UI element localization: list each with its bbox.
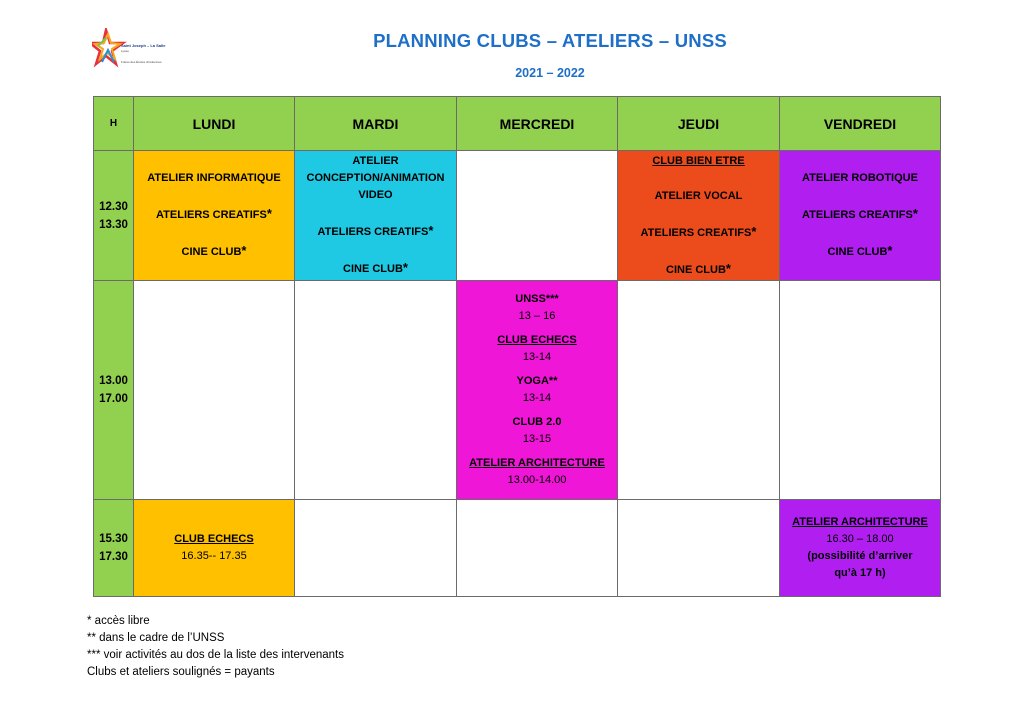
- time-start: 13.00: [99, 375, 128, 387]
- activity-note: (possibilité d’arriver: [807, 550, 913, 562]
- note-unss: ** dans le cadre de l’UNSS: [87, 632, 225, 644]
- time-slot-midday: [94, 151, 134, 281]
- activity-name: ATELIER INFORMATIQUE: [147, 172, 281, 184]
- cell-mercredi-afternoon: [457, 281, 618, 500]
- note-paid: Clubs et ateliers soulignés = payants: [87, 666, 275, 678]
- activity-hours: 13 – 16: [518, 310, 556, 322]
- cell-mercredi-midday: [457, 151, 618, 281]
- cell-lundi-afternoon: [134, 281, 295, 500]
- activity-name: UNSS***: [515, 293, 559, 305]
- row-late: [94, 500, 941, 597]
- day-header-mardi: MARDI: [295, 97, 457, 151]
- activity-name: CONCEPTION/ANIMATION: [306, 172, 445, 184]
- activity-name-paid: ATELIER ARCHITECTURE: [469, 457, 605, 469]
- activity-hours: 13.00-14.00: [507, 474, 567, 486]
- row-midday: [94, 151, 941, 281]
- time-end: 13.30: [99, 218, 128, 231]
- activity-name-paid: CLUB ECHECS: [174, 533, 254, 545]
- cell-jeudi-late: [618, 500, 780, 597]
- activity-name: VIDEO: [358, 189, 393, 201]
- activity-hours: 16.35-- 17.35: [181, 550, 247, 562]
- activity-hours: 13-14: [522, 392, 552, 404]
- activity-hours: 16.30 – 18.00: [826, 533, 894, 545]
- header-row: [94, 97, 941, 151]
- cell-mardi-midday: [295, 151, 457, 281]
- activity-name: CLUB 2.0: [512, 416, 562, 428]
- activity-name: ATELIERS CREATIFS*: [156, 206, 272, 221]
- note-see-activities: *** voir activités au dos de la liste des intervenants: [87, 649, 344, 661]
- activity-name: YOGA**: [516, 375, 558, 387]
- cell-lundi-midday: [134, 151, 295, 281]
- cell-vendredi-late: [780, 500, 941, 597]
- activity-hours: 13-14: [522, 351, 552, 363]
- day-header-mercredi: MERCREDI: [457, 97, 618, 151]
- day-header-jeudi: JEUDI: [618, 97, 780, 151]
- activity-name-paid: CLUB BIEN ETRE: [652, 154, 745, 167]
- activity-note: qu’à 17 h): [834, 567, 886, 579]
- activity-name-paid: ATELIER ARCHITECTURE: [792, 516, 928, 528]
- cell-mardi-late: [295, 500, 457, 597]
- activity-name: ATELIERS CREATIFS*: [640, 223, 757, 239]
- time-start: 12.30: [99, 200, 128, 213]
- cell-jeudi-afternoon: [618, 281, 780, 500]
- row-afternoon: [94, 281, 941, 500]
- activity-name: ATELIERS CREATIFS*: [317, 223, 434, 238]
- activity-name: CINE CLUB*: [181, 243, 247, 258]
- page-title: PLANNING CLUBS – ATELIERS – UNSS: [373, 30, 727, 51]
- activity-name: ATELIER VOCAL: [654, 189, 743, 202]
- cell-mercredi-late: [457, 500, 618, 597]
- logo-motto: Frères des Écoles chrétiennes: [121, 60, 162, 64]
- activity-hours: 13-15: [522, 433, 552, 445]
- cell-lundi-late: [134, 500, 295, 597]
- time-end: 17.30: [99, 551, 128, 563]
- day-header-vendredi: VENDREDI: [780, 97, 941, 151]
- cell-jeudi-midday: [618, 151, 780, 281]
- day-header-lundi: LUNDI: [134, 97, 295, 151]
- time-start: 15.30: [99, 533, 128, 545]
- activity-name: CINE CLUB*: [827, 243, 893, 258]
- note-free-access: * accès libre: [87, 615, 150, 627]
- activity-name: CINE CLUB*: [666, 260, 731, 276]
- school-year: 2021 – 2022: [515, 66, 585, 80]
- hour-header: H: [94, 97, 134, 151]
- cell-vendredi-afternoon: [780, 281, 941, 500]
- activity-name: ATELIERS CREATIFS*: [802, 206, 918, 221]
- logo-text: Saint Joseph – La Salle: [121, 43, 166, 48]
- activity-name: ATELIER: [352, 155, 399, 167]
- cell-vendredi-midday: [780, 151, 941, 281]
- logo-subtext: Lycée: [121, 49, 129, 53]
- schedule-table: [93, 96, 941, 597]
- time-slot-afternoon: [94, 281, 134, 500]
- time-slot-late: [94, 500, 134, 597]
- time-end: 17.00: [99, 393, 128, 405]
- activity-name-paid: CLUB ECHECS: [497, 334, 577, 346]
- cell-mardi-afternoon: [295, 281, 457, 500]
- activity-name: CINE CLUB*: [343, 260, 408, 275]
- legend-notes: [87, 613, 344, 681]
- activity-name: ATELIER ROBOTIQUE: [802, 172, 918, 184]
